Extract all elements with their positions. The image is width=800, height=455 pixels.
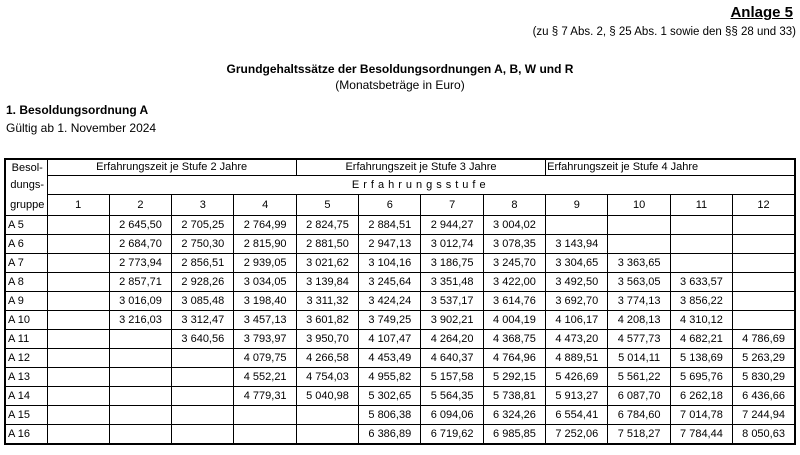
stufe-column-header: 8 [483, 195, 545, 216]
value-cell [47, 349, 109, 368]
value-cell [670, 254, 732, 273]
value-cell: 6 985,85 [483, 425, 545, 444]
value-cell: 3 422,00 [483, 273, 545, 292]
value-cell: 2 947,13 [359, 235, 421, 254]
salary-table [4, 158, 796, 445]
grade-cell: A 7 [5, 254, 47, 273]
value-cell: 3 351,48 [421, 273, 483, 292]
group-header-4-jahre: Erfahrungszeit je Stufe 4 Jahre [546, 159, 795, 175]
value-cell: 4 577,73 [608, 330, 670, 349]
value-cell: 3 186,75 [421, 254, 483, 273]
value-cell: 5 830,29 [733, 368, 795, 387]
value-cell [109, 330, 171, 349]
value-cell: 6 324,26 [483, 406, 545, 425]
value-cell [109, 425, 171, 444]
value-cell: 3 633,57 [670, 273, 732, 292]
value-cell: 4 754,03 [296, 368, 358, 387]
table-row [5, 216, 795, 235]
column-number-row [5, 195, 795, 216]
value-cell [234, 406, 296, 425]
value-cell: 3 021,62 [296, 254, 358, 273]
value-cell: 7 252,06 [546, 425, 608, 444]
value-cell [47, 387, 109, 406]
value-cell: 5 302,65 [359, 387, 421, 406]
value-cell [733, 292, 795, 311]
value-cell: 3 245,64 [359, 273, 421, 292]
value-cell: 4 106,17 [546, 311, 608, 330]
value-cell [234, 425, 296, 444]
stufe-column-header: 1 [47, 195, 109, 216]
legal-reference: (zu § 7 Abs. 2, § 25 Abs. 1 sowie den §§ 28 und 33) [532, 26, 796, 38]
value-cell: 3 950,70 [296, 330, 358, 349]
value-cell: 2 645,50 [109, 216, 171, 235]
corner-line-3: gruppe [10, 199, 45, 211]
stufe-column-header: 4 [234, 195, 296, 216]
value-cell [172, 387, 234, 406]
section-heading: 1. Besoldungsordnung A [6, 103, 149, 117]
grade-cell: A 16 [5, 425, 47, 444]
grade-cell: A 14 [5, 387, 47, 406]
grade-cell: A 6 [5, 235, 47, 254]
document-subtitle: (Monatsbeträge in Euro) [335, 78, 465, 92]
value-cell: 4 889,51 [546, 349, 608, 368]
value-cell: 6 386,89 [359, 425, 421, 444]
group-header-3-jahre: Erfahrungszeit je Stufe 3 Jahre [296, 159, 545, 175]
value-cell: 5 157,58 [421, 368, 483, 387]
validity-note: Gültig ab 1. November 2024 [6, 121, 157, 135]
value-cell [109, 387, 171, 406]
value-cell [608, 216, 670, 235]
value-cell [47, 216, 109, 235]
value-cell: 3 139,84 [296, 273, 358, 292]
value-cell [546, 216, 608, 235]
group-header-2-jahre: Erfahrungszeit je Stufe 2 Jahre [47, 159, 296, 175]
value-cell: 5 561,22 [608, 368, 670, 387]
value-cell: 3 016,09 [109, 292, 171, 311]
value-cell: 3 085,48 [172, 292, 234, 311]
value-cell: 2 944,27 [421, 216, 483, 235]
value-cell: 4 079,75 [234, 349, 296, 368]
table-row [5, 368, 795, 387]
value-cell: 5 564,35 [421, 387, 483, 406]
value-cell [47, 311, 109, 330]
stufe-column-header: 10 [608, 195, 670, 216]
value-cell [47, 235, 109, 254]
value-cell: 7 518,27 [608, 425, 670, 444]
value-cell: 4 004,19 [483, 311, 545, 330]
table-row [5, 330, 795, 349]
value-cell [670, 235, 732, 254]
corner-header-besoldungsgruppe [5, 159, 47, 216]
value-cell [172, 349, 234, 368]
value-cell: 3 312,47 [172, 311, 234, 330]
value-cell: 3 793,97 [234, 330, 296, 349]
group-header-row [5, 159, 795, 175]
table-row [5, 292, 795, 311]
value-cell: 4 779,31 [234, 387, 296, 406]
value-cell: 4 640,37 [421, 349, 483, 368]
value-cell: 4 107,47 [359, 330, 421, 349]
value-cell [109, 406, 171, 425]
grade-cell: A 10 [5, 311, 47, 330]
table-row [5, 254, 795, 273]
grade-cell: A 8 [5, 273, 47, 292]
stufe-header: Erfahrungsstufe [47, 175, 795, 195]
value-cell [670, 216, 732, 235]
value-cell: 7 244,94 [733, 406, 795, 425]
value-cell: 4 955,82 [359, 368, 421, 387]
value-cell: 3 601,82 [296, 311, 358, 330]
value-cell: 3 198,40 [234, 292, 296, 311]
value-cell: 6 554,41 [546, 406, 608, 425]
value-cell [172, 406, 234, 425]
grade-cell: A 12 [5, 349, 47, 368]
grade-cell: A 5 [5, 216, 47, 235]
value-cell: 3 457,13 [234, 311, 296, 330]
value-cell [47, 425, 109, 444]
value-cell: 7 784,44 [670, 425, 732, 444]
value-cell [47, 330, 109, 349]
value-cell: 7 014,78 [670, 406, 732, 425]
value-cell: 3 034,05 [234, 273, 296, 292]
value-cell [296, 406, 358, 425]
value-cell: 3 749,25 [359, 311, 421, 330]
value-cell: 2 928,26 [172, 273, 234, 292]
value-cell: 3 304,65 [546, 254, 608, 273]
stufe-column-header: 9 [546, 195, 608, 216]
value-cell: 2 764,99 [234, 216, 296, 235]
value-cell: 6 094,06 [421, 406, 483, 425]
stufe-header-row [5, 175, 795, 195]
value-cell: 5 138,69 [670, 349, 732, 368]
value-cell: 3 363,65 [608, 254, 670, 273]
value-cell [109, 349, 171, 368]
value-cell: 3 640,56 [172, 330, 234, 349]
value-cell: 3 245,70 [483, 254, 545, 273]
value-cell: 3 537,17 [421, 292, 483, 311]
value-cell: 5 913,27 [546, 387, 608, 406]
value-cell: 2 684,70 [109, 235, 171, 254]
value-cell: 2 856,51 [172, 254, 234, 273]
value-cell: 5 292,15 [483, 368, 545, 387]
value-cell: 3 004,02 [483, 216, 545, 235]
value-cell [47, 254, 109, 273]
value-cell: 3 492,50 [546, 273, 608, 292]
value-cell: 6 784,60 [608, 406, 670, 425]
table-row [5, 311, 795, 330]
value-cell: 3 216,03 [109, 311, 171, 330]
value-cell: 3 856,22 [670, 292, 732, 311]
value-cell: 4 473,20 [546, 330, 608, 349]
value-cell: 2 773,94 [109, 254, 171, 273]
value-cell: 4 310,12 [670, 311, 732, 330]
value-cell: 5 263,29 [733, 349, 795, 368]
value-cell: 3 692,70 [546, 292, 608, 311]
table-row [5, 273, 795, 292]
value-cell: 3 078,35 [483, 235, 545, 254]
corner-line-1: Besol- [11, 162, 43, 174]
value-cell: 6 262,18 [670, 387, 732, 406]
value-cell: 2 884,51 [359, 216, 421, 235]
value-cell: 8 050,63 [733, 425, 795, 444]
grade-cell: A 15 [5, 406, 47, 425]
value-cell: 3 012,74 [421, 235, 483, 254]
value-cell: 2 857,71 [109, 273, 171, 292]
value-cell: 4 552,21 [234, 368, 296, 387]
grade-cell: A 13 [5, 368, 47, 387]
value-cell: 4 764,96 [483, 349, 545, 368]
value-cell: 6 436,66 [733, 387, 795, 406]
value-cell [608, 235, 670, 254]
value-cell: 5 426,69 [546, 368, 608, 387]
value-cell [109, 368, 171, 387]
value-cell: 3 311,32 [296, 292, 358, 311]
value-cell [47, 273, 109, 292]
stufe-column-header: 7 [421, 195, 483, 216]
value-cell: 4 266,58 [296, 349, 358, 368]
value-cell: 2 815,90 [234, 235, 296, 254]
value-cell: 4 264,20 [421, 330, 483, 349]
value-cell: 5 695,76 [670, 368, 732, 387]
value-cell [47, 406, 109, 425]
document-title: Grundgehaltssätze der Besoldungsordnungen A, B, W und R [226, 62, 574, 76]
value-cell: 2 824,75 [296, 216, 358, 235]
table-row [5, 235, 795, 254]
table-row [5, 349, 795, 368]
value-cell: 3 104,16 [359, 254, 421, 273]
value-cell: 5 806,38 [359, 406, 421, 425]
grade-cell: A 11 [5, 330, 47, 349]
value-cell: 4 786,69 [733, 330, 795, 349]
value-cell: 2 881,50 [296, 235, 358, 254]
value-cell: 3 614,76 [483, 292, 545, 311]
value-cell: 4 208,13 [608, 311, 670, 330]
value-cell: 2 750,30 [172, 235, 234, 254]
value-cell: 5 738,81 [483, 387, 545, 406]
annex-label: Anlage 5 [730, 4, 793, 21]
value-cell: 5 014,11 [608, 349, 670, 368]
value-cell [733, 311, 795, 330]
value-cell [733, 254, 795, 273]
table-row [5, 406, 795, 425]
value-cell: 4 453,49 [359, 349, 421, 368]
stufe-column-header: 2 [109, 195, 171, 216]
value-cell [47, 292, 109, 311]
value-cell: 4 682,21 [670, 330, 732, 349]
stufe-column-header: 6 [359, 195, 421, 216]
grade-cell: A 9 [5, 292, 47, 311]
value-cell: 2 939,05 [234, 254, 296, 273]
stufe-column-header: 3 [172, 195, 234, 216]
value-cell: 6 087,70 [608, 387, 670, 406]
value-cell [172, 425, 234, 444]
stufe-column-header: 12 [733, 195, 795, 216]
table-row [5, 425, 795, 444]
value-cell [172, 368, 234, 387]
value-cell: 5 040,98 [296, 387, 358, 406]
value-cell: 6 719,62 [421, 425, 483, 444]
value-cell [47, 368, 109, 387]
stufe-column-header: 5 [296, 195, 358, 216]
value-cell: 3 424,24 [359, 292, 421, 311]
value-cell: 3 143,94 [546, 235, 608, 254]
value-cell [733, 235, 795, 254]
value-cell: 3 774,13 [608, 292, 670, 311]
value-cell: 3 902,21 [421, 311, 483, 330]
corner-line-2: dungs- [10, 179, 45, 191]
value-cell [733, 216, 795, 235]
stufe-column-header: 11 [670, 195, 732, 216]
value-cell [296, 425, 358, 444]
table-row [5, 387, 795, 406]
value-cell: 3 563,05 [608, 273, 670, 292]
value-cell: 2 705,25 [172, 216, 234, 235]
value-cell [733, 273, 795, 292]
value-cell: 4 368,75 [483, 330, 545, 349]
